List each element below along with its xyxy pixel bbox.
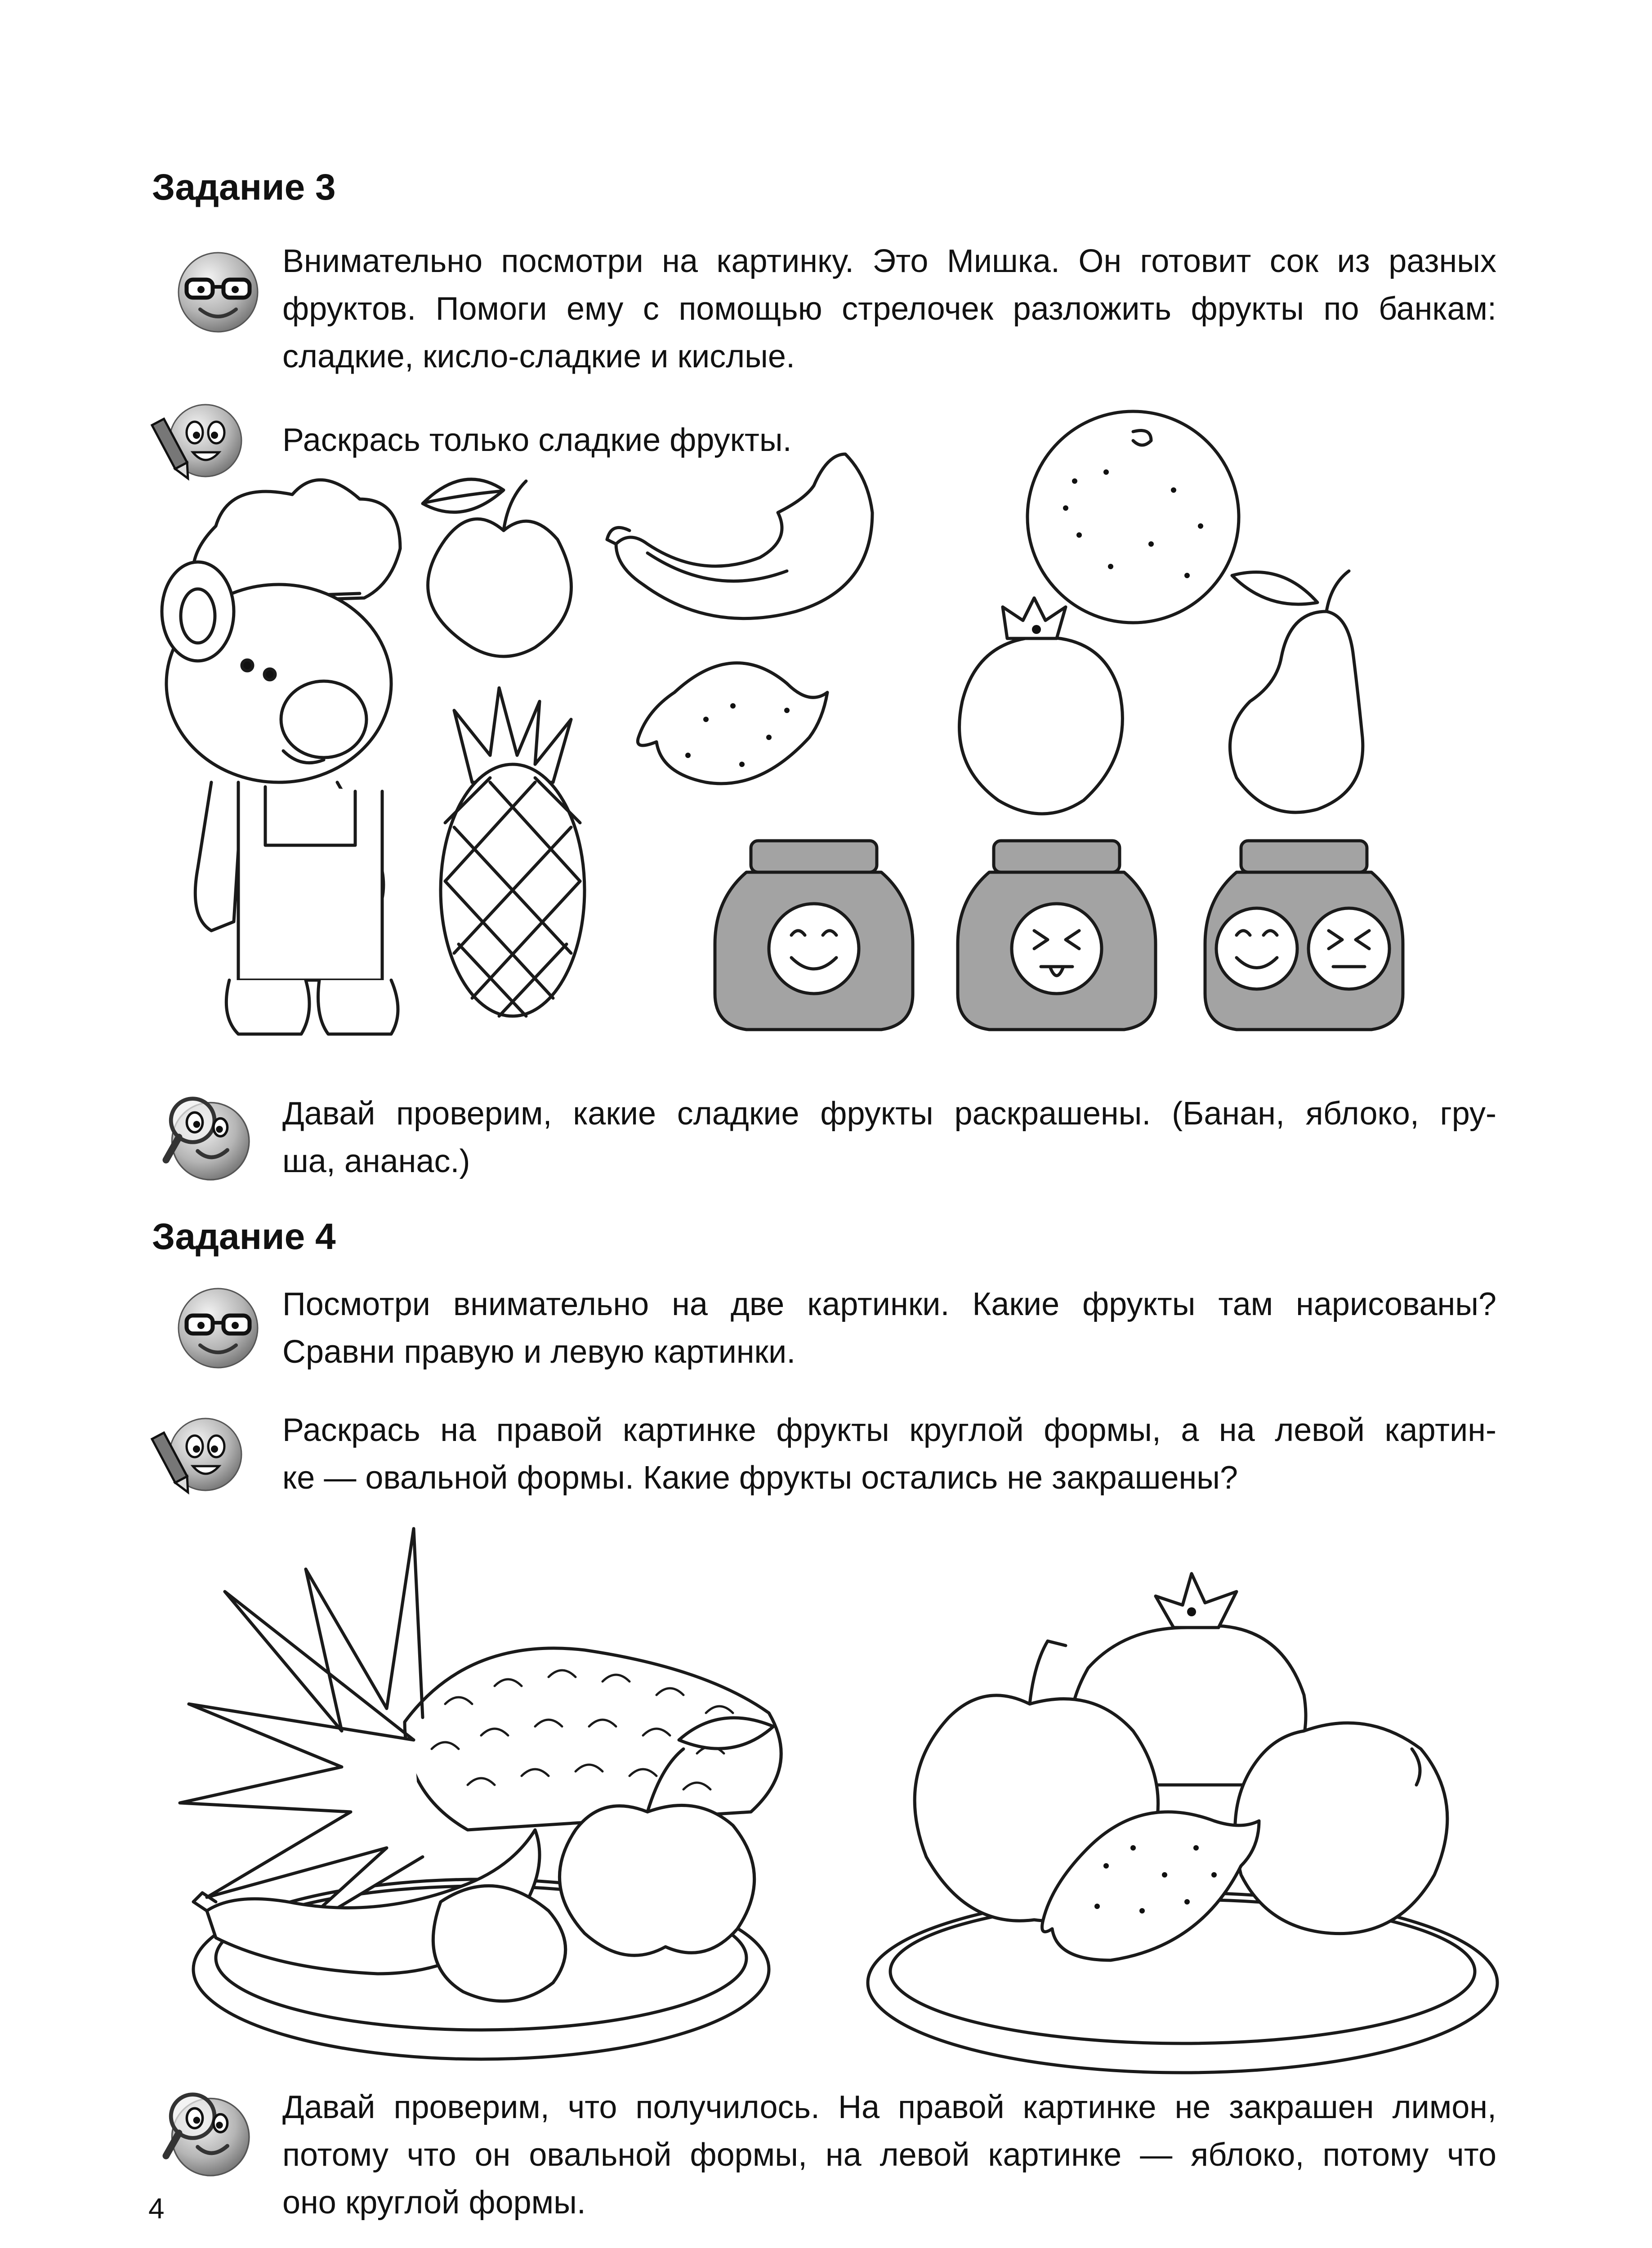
pencil-smiley-icon (148, 1409, 252, 1499)
left-fruit-plate (180, 1529, 781, 2059)
text-line: сладкие, кисло-сладкие и кислые. (282, 339, 795, 375)
text-line: Раскрась только сладкие фрукты. (282, 422, 792, 458)
task-3-intro (282, 237, 1496, 380)
text-line: оно круглой формы. (282, 2185, 586, 2221)
text-line: Давай проверим, что получилось. На правой картинке не закрашен лимон, (282, 2089, 1496, 2125)
pear (1230, 571, 1362, 812)
sweet-sour-jar (1205, 841, 1403, 1030)
text-line: потому что он овальной формы, на левой картинке — яблоко, потому что (282, 2137, 1496, 2173)
magnifier-smiley-icon (155, 2082, 254, 2181)
orange (1027, 411, 1239, 623)
text-line: Посмотри внимательно на две картинки. Какие фрукты там нарисованы? (282, 1286, 1496, 1322)
text-line: ке — овальной формы. Какие фрукты остались не закрашены? (282, 1460, 1238, 1496)
task-4-title: Задание 4 (152, 1216, 336, 1257)
task-3-fruit-illustration (148, 396, 1502, 1070)
text-line: фруктов. Помоги ему с помощью стрелочек разложить фрукты по банкам: (282, 291, 1496, 327)
task-3-check (282, 1090, 1496, 1185)
right-fruit-plate (868, 1574, 1497, 2073)
task-3-title: Задание 3 (152, 167, 336, 208)
text-line: Сравни правую и левую картинки. (282, 1334, 796, 1370)
pineapple (441, 688, 585, 1016)
sweet-jar (715, 841, 913, 1030)
text-line: Давай проверим, какие сладкие фрукты раскрашены. (Банан, яблоко, гру- (282, 1096, 1496, 1132)
page-number: 4 (148, 2192, 165, 2225)
sour-jar (958, 841, 1156, 1030)
task-4-check (282, 2083, 1496, 2226)
text-line: Внимательно посмотри на картинку. Это Мишка. Он готовит сок из разных (282, 243, 1496, 279)
task-4-color-instruction (282, 1406, 1496, 1502)
bear-chef (162, 480, 400, 1034)
task-4-intro (282, 1280, 1496, 1376)
text-line: Раскрась на правой картинке фрукты круглой формы, а на левой картин- (282, 1412, 1496, 1448)
pomegranate (960, 598, 1123, 814)
apple (423, 479, 571, 656)
banana (607, 454, 872, 619)
lemon (638, 663, 827, 784)
text-line: ша, ананас.) (282, 1143, 470, 1179)
magnifier-smiley-icon (155, 1086, 254, 1185)
thinking-smiley-icon (173, 246, 263, 336)
thinking-smiley-icon (173, 1282, 263, 1372)
task-4-fruit-plates (153, 1515, 1502, 2109)
